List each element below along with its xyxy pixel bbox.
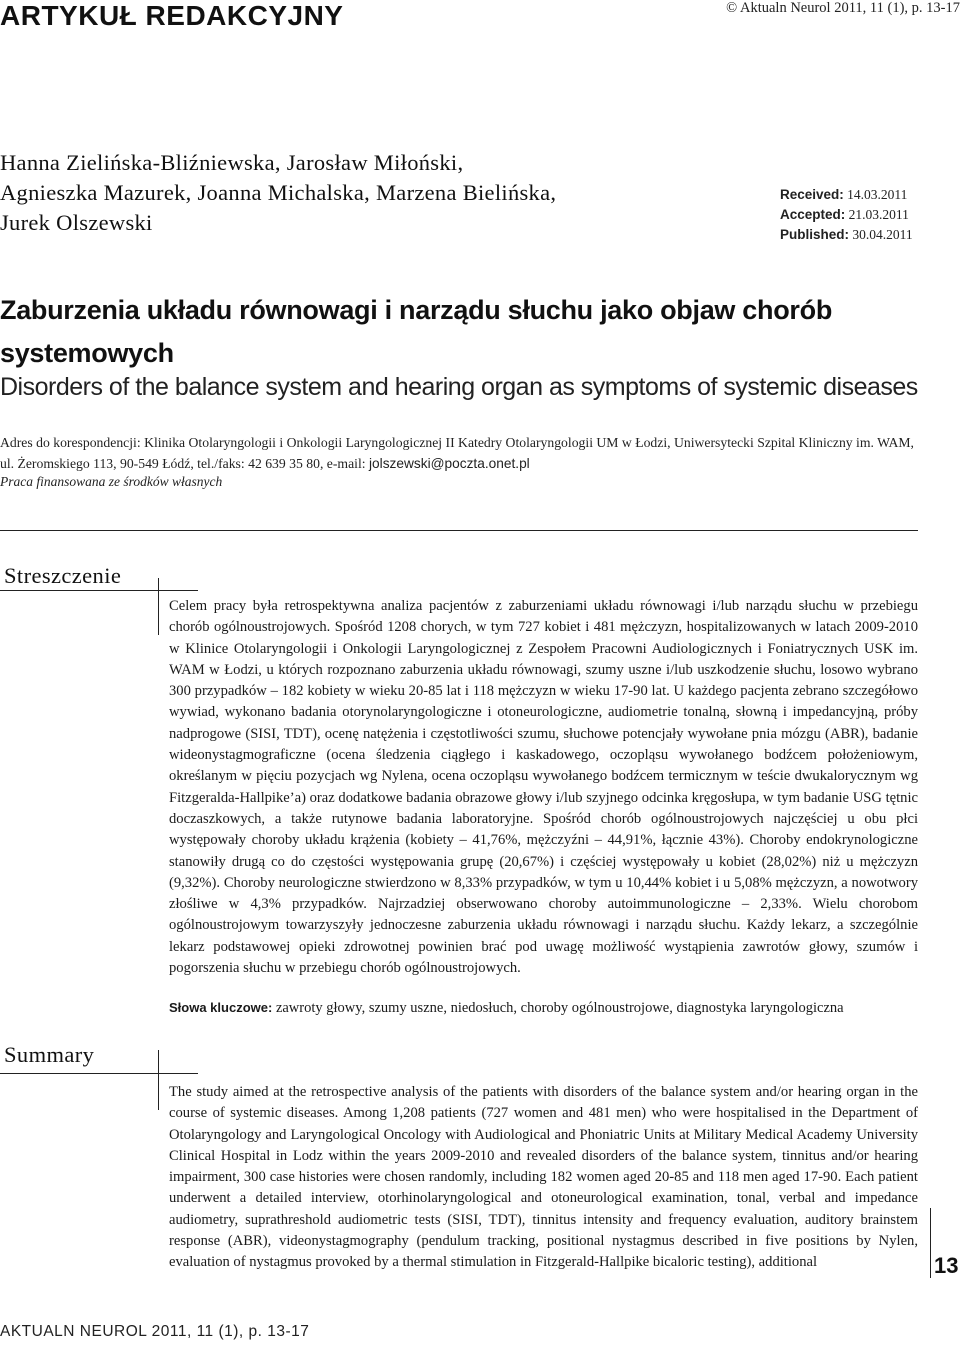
accepted-date: Accepted: 21.03.2011 (780, 207, 909, 222)
author-list (0, 148, 556, 238)
citation: © Aktualn Neurol 2011, 11 (1), p. 13-17 (726, 0, 960, 16)
divider (0, 530, 918, 531)
keywords (169, 1000, 844, 1017)
article-title-polish: Zaburzenia układu równowagi i narządu słuchu jako objaw chorób systemowych (0, 295, 833, 368)
streszczenie-body: Celem pracy była retrospektywna analiza pacjentów z zaburzeniami układu równowagi i/lub narządu słuchu w przebiegu chorób ogólnoustrojowych. Spośród 1208 chorych, w tym 727 kobiet i 481 mężczyzn, hospitalizowanych w latach 2009-2010 w Klinice Otolaryngologii i Onkologii Laryngologicznej z Zespołem Pracowni Audiologicznych i Foniatrycznych USK im. WAM w Łodzi, u których rozpoznano zaburzenia układu równowagi, szumy uszne i/lub uszkodzenie słuchu, losowo wybrano 300 przypadków – 182 kobiety w wieku 20-85 lat i 118 mężczyzn w wieku 17-90 lat. U każdego pacjenta zebrano szczegółowo wywiad, wykonano badania otorynolaryngologiczne i otoneurologiczne, audiometrie tonalną, słowną i impedancyjną, próby nadprogowe (SISI, TDT), ocenę natężenia i częstotliwości szumu, słuchowe potencjały wywołane pnia mózgu (ABR), badanie wideonystagmograficzne (ocena śledzenia ciągłego i kaskadowego, oczopląsu wywołanego bodźcem położeniowym, określanym w pięciu pozycjach wg Nylena, ocena oczopląsu wywołanego bodźcem termicznym w teście dwukalorycznym wg Fitzgeralda-Hallpike’a) oraz dodatkowe badania obrazowe głowy i/lub szyjnego odcinka kręgosłupa, w tym badanie USG tętnic doczaszkowych, a także rutynowe badania laboratoryjne. Spośród chorób ogólnoustrojowych najczęściej u obu płci występowały choroby układu krążenia (kobiety – 41,76%, mężczyźni – 44,91%, łącznie 43%). Choroby endokrynologiczne stanowiły drugą co do częstości występowania grupę (20,67%) i częściej występowały u kobiet (28,02%) niż u mężczyzn (9,32%). Choroby neurologiczne stwierdzono w 8,33% przypadków, w tym u 10,44% kobiet i u 5,08% mężczyzn, a nowotwory złośliwe w 4,3% przypadków. Najrzadziej obserwowano choroby autoimmunologiczne – 2,33%. Wielu chorobom ogólnoustrojowym towarzyszyły jednoczesne zaburzenia układu równowagi i narządu słuchu. Każdy lekarz, a szczególnie lekarz podstawowej opieki zdrowotnej powinien brać pod uwagę możliwość wystąpienia zawrotów głowy, szumów i pogorszenia słuchu w przebiegu chorób ogólnoustrojowych. (169, 598, 918, 977)
summary-rule (0, 1073, 198, 1074)
streszczenie-heading: Streszczenie (4, 563, 122, 588)
email-link[interactable]: jolszewski@poczta.onet.pl (369, 456, 530, 471)
summary-body: The study aimed at the retrospective analysis of the patients with disorders of the balance system and/or hearing organ in the course of systemic diseases. Among 1,208 patients (727 women and 481 men) who were hospitalised in the Department of Otolaryngology and Laryngological Oncology with Audiological and Phoniatric Units at Military Medical Academy University Clinical Hospital in Lodz within the years 2009-2010 and revealed disorders of the balance system, tinnitus and/or hearing impairment, 300 case histories were chosen randomly, including 182 women aged 20-85 and 118 men aged 17-90. Each patient underwent a detailed interview, otorhinolaryngological and otoneurological examination, tonal, verbal and impedance audiometry, suprathreshold audiometric tests (SISI, TDT), tinnitus intensity and frequency evaluation, auditory brainstem response (ABR), videonystagmography (pendulum tracking, positional nystagmus described in five positions by Nylen, evaluation of nystagmus provoked by a thermal stimulation in Fitzgerald-Hallpike bicaloric testing), additional (169, 1084, 918, 1271)
published-date: Published: 30.04.2011 (780, 227, 913, 242)
article-title-english: Disorders of the balance system and hearing organ as symptoms of systemic diseases (0, 373, 918, 401)
address-text: Adres do korespondencji: Klinika Otolaryngologii i Onkologii Laryngologicznej II Katedry Otolaryngologii UM w Łodzi, Uniwersytecki Szpital Kliniczny im. WAM, ul. Żeromskiego 113, 90-549 Łódź, tel./faks: 42 639 35 80, e-mail: (0, 435, 914, 471)
summary-bracket (158, 1050, 159, 1110)
streszczenie-rule (0, 590, 198, 591)
page-number: 13 (934, 1253, 959, 1278)
authors-line-1: Hanna Zielińska-Bliźniewska, Jarosław Miłoński, (0, 150, 464, 175)
authors-line-3: Jurek Olszewski (0, 210, 153, 235)
page-number-rule (930, 1208, 931, 1278)
section-label: ARTYKUŁ REDAKCYJNY (0, 0, 344, 31)
publication-dates (780, 185, 913, 245)
keywords-label: Słowa kluczowe: (169, 1000, 273, 1015)
funding-note: Praca finansowana ze środków własnych (0, 474, 223, 489)
keywords-text: zawroty głowy, szumy uszne, niedosłuch, choroby ogólnoustrojowe, diagnostyka laryngologiczna (275, 1000, 844, 1016)
authors-line-2: Agnieszka Mazurek, Joanna Michalska, Marzena Bielińska, (0, 180, 557, 205)
journal-footer: AKTUALN NEUROL 2011, 11 (1), p. 13-17 (0, 1323, 310, 1340)
streszczenie-bracket (158, 578, 159, 635)
summary-heading: Summary (4, 1042, 95, 1067)
received-date: Received: 14.03.2011 (780, 187, 908, 202)
correspondence-address (0, 432, 920, 474)
